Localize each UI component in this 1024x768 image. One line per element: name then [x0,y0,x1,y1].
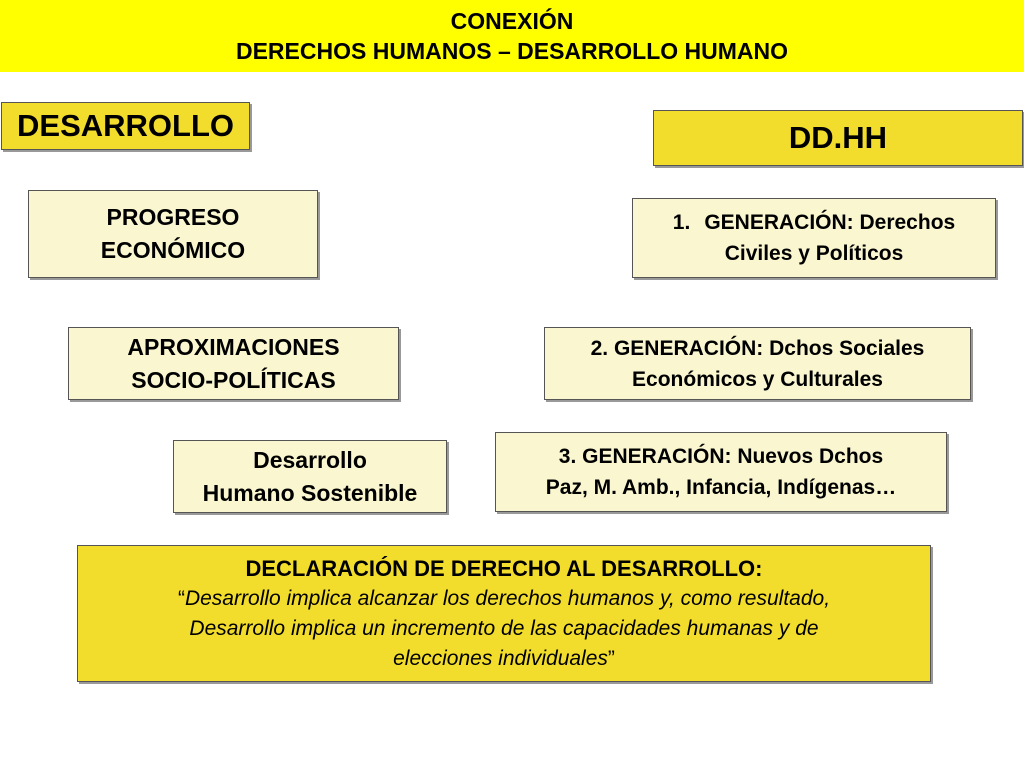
quote-text: elecciones individuales [393,646,608,670]
declaracion-title: DECLARACIÓN DE DERECHO AL DESARROLLO: [245,555,763,581]
box-line: 2. GENERACIÓN: Dchos Sociales [590,336,925,360]
primera-generacion-box [632,198,996,278]
box-line: ECONÓMICO [100,237,246,263]
box-line-text: GENERACIÓN: Derechos [704,211,956,234]
quote-line [189,614,818,644]
box-line: SOCIO-POLÍTICAS [131,366,336,393]
quote-line [393,644,615,674]
desarrollo-humano-sostenible-box [173,440,447,513]
segunda-generacion-box [544,327,971,400]
desarrollo-header-label: DESARROLLO [17,108,234,143]
quote-text: Desarrollo implica un incremento de las capacidades humanas y de [189,616,819,640]
open-quote: “ [177,586,185,610]
tercera-generacion-box [495,432,947,512]
box-line: 3. GENERACIÓN: Nuevos Dchos [558,445,884,468]
desarrollo-header [1,102,250,150]
title-line-1: CONEXIÓN [450,8,574,34]
list-number: 1. [672,211,691,234]
title-line-2: DERECHOS HUMANOS – DESARROLLO HUMANO [235,38,789,64]
box-line: Civiles y Políticos [724,242,904,265]
box-line: Económicos y Culturales [632,367,883,391]
box-line: PROGRESO [106,204,240,230]
title-banner [0,0,1024,72]
ddhh-header [653,110,1023,166]
box-line: Humano Sostenible [202,479,418,506]
box-line: APROXIMACIONES [127,333,340,360]
close-quote: ” [607,646,615,670]
ddhh-header-label: DD.HH [788,120,888,155]
quote-text: Desarrollo implica alcanzar los derechos humanos y, como resultado, [184,586,831,610]
box-line: Paz, M. Amb., Infancia, Indígenas… [545,476,897,499]
aproximaciones-box [68,327,399,400]
progreso-economico-box [28,190,318,278]
box-line [673,207,955,238]
quote-line [178,584,830,614]
box-line: Desarrollo [253,446,367,473]
declaracion-box [77,545,931,682]
